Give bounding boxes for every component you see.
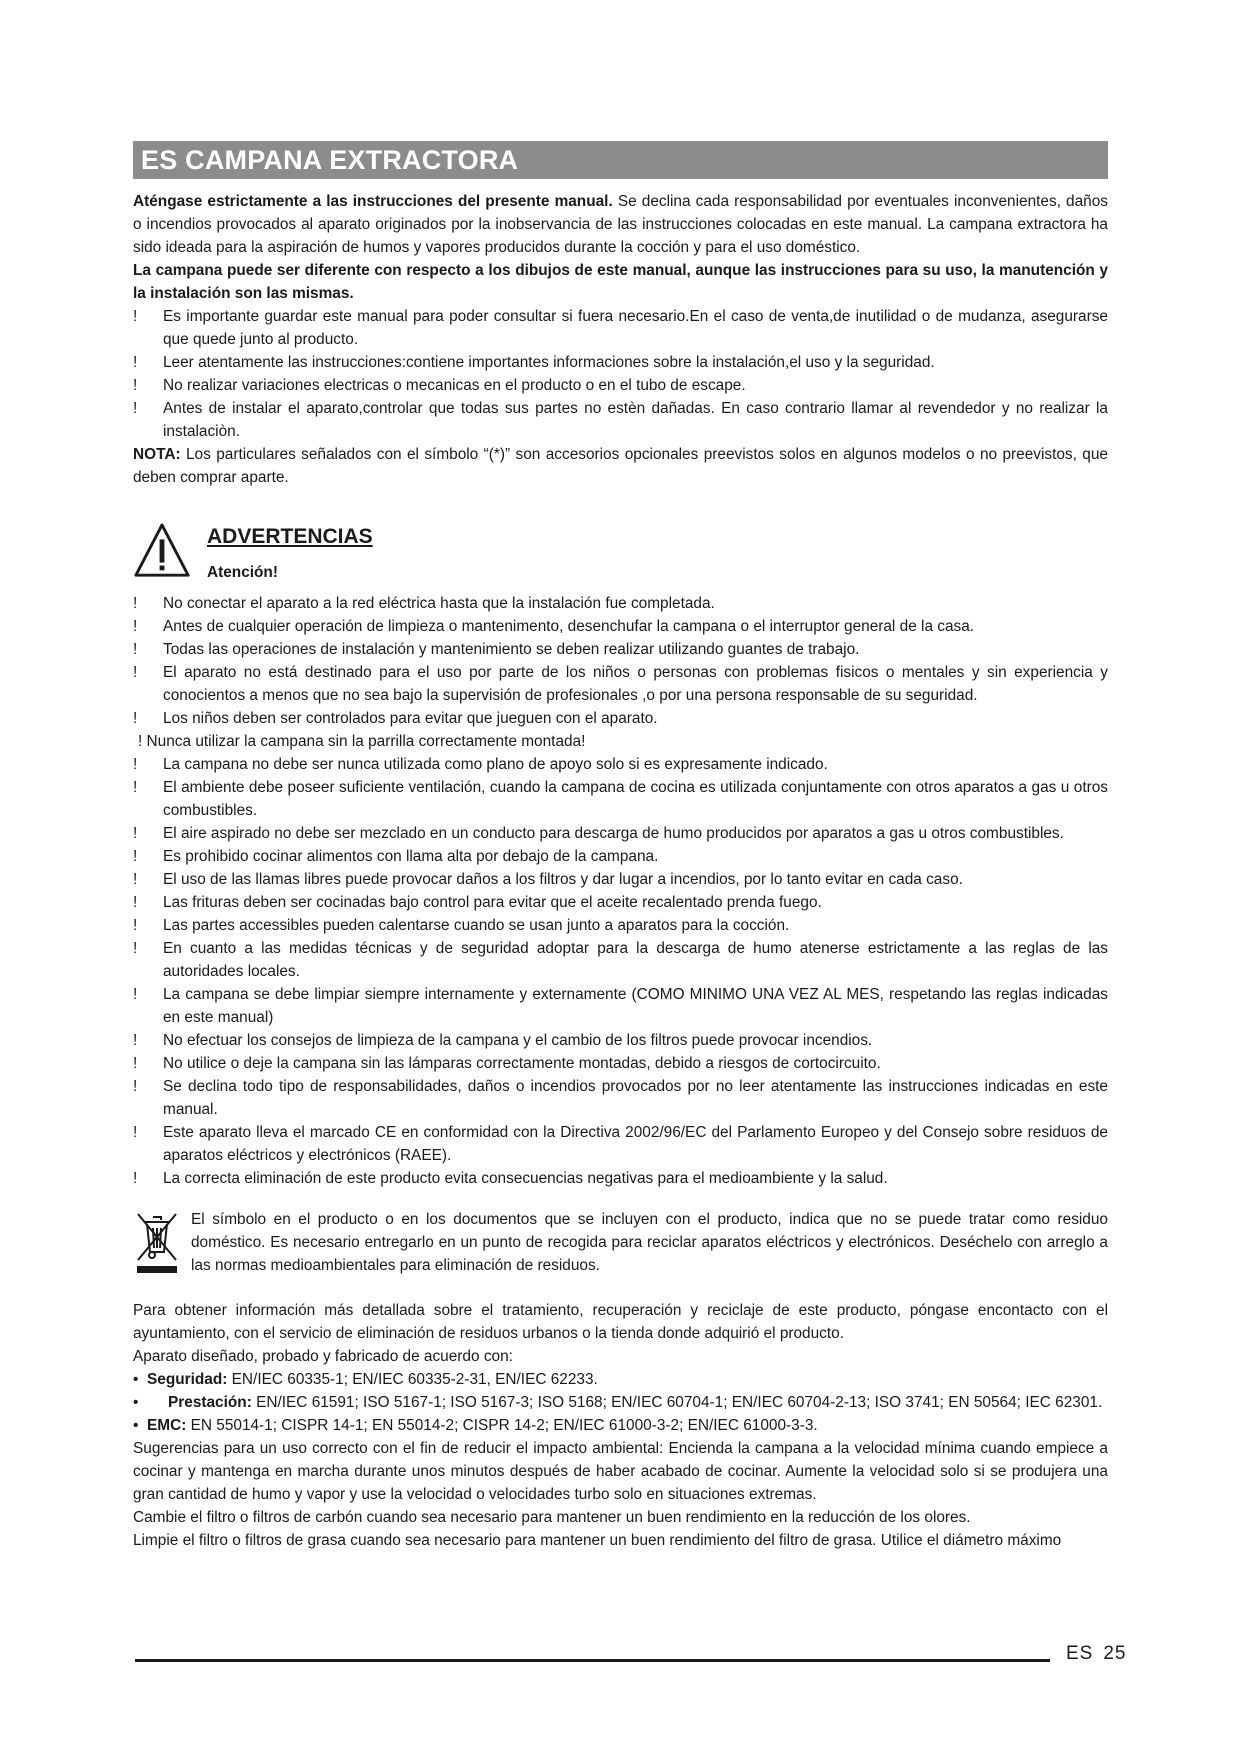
standard-item <box>133 1414 1108 1437</box>
bullet-item <box>133 868 1108 891</box>
standard-label: Prestación: <box>168 1394 252 1411</box>
bullet-marker: ! <box>133 595 138 612</box>
bullet-marker: ! <box>133 917 138 934</box>
bullet-item <box>133 845 1108 868</box>
bullet-text: No conectar el aparato a la red eléctrica hasta que la instalación fue completada. <box>163 595 715 612</box>
bullet-text: La correcta eliminación de este producto evita consecuencias negativas para el medioambiente y la salud. <box>163 1170 888 1187</box>
bullet-marker: ! <box>133 618 138 635</box>
bullet-text: El ambiente debe poseer suficiente ventilación, cuando la campana de cocina es utilizada conjuntamente con otros aparatos a gas u otros combustibles. <box>163 779 1108 819</box>
bullet-text: Leer atentamente las instrucciones:contiene importantes informaciones sobre la instalación,el uso y la seguridad. <box>163 354 935 371</box>
bullet-text: Es prohibido cocinar alimentos con llama alta por debajo de la campana. <box>163 848 659 865</box>
bullet-item <box>133 351 1108 374</box>
bullet-text: El uso de las llamas libres puede provocar daños a los filtros y dar lugar a incendios, por lo tanto evitar en cada caso. <box>163 871 963 888</box>
bullet-marker: ! <box>133 354 138 371</box>
standard-label: EMC: <box>147 1417 187 1434</box>
bullet-item <box>133 638 1108 661</box>
intro-bullet-list <box>133 305 1108 443</box>
bullet-marker: ! <box>133 400 138 417</box>
intro-bold-note: La campana puede ser diferente con respecto a los dibujos de este manual, aunque las instrucciones para su uso, la manutención y la instalación son las mismas. <box>133 262 1108 302</box>
bullet-text: No utilice o deje la campana sin las lámparas correctamente montadas, debido a riesgos de cortocircuito. <box>163 1055 881 1072</box>
standard-item <box>133 1368 1108 1391</box>
bullet-item <box>133 1121 1108 1167</box>
warnings-subtitle: Atención! <box>207 564 278 581</box>
bullet-dot: • <box>133 1417 139 1434</box>
intro-text: Se declina cada responsabilidad por eventuales inconvenientes, daños o incendios provocados al aparato originados por la inobservancia de las instrucciones colocadas en este manual. La campana extractora ha sido ideada para la aspiración de humos y vapores producidos durante la cocción y para el uso doméstico. <box>133 193 1108 256</box>
warnings-list-b <box>133 753 1108 1190</box>
bullet-marker: ! <box>133 756 138 773</box>
bullet-text: Los niños deben ser controlados para evitar que jueguen con el aparato. <box>163 710 658 727</box>
bullet-marker: ! <box>133 1032 138 1049</box>
disposal-info: Para obtener información más detallada sobre el tratamiento, recuperación y reciclaje de este producto, póngase encontacto con el ayuntamiento, con el servicio de eliminación de residuos urbanos o la tienda donde adquirió el producto. <box>133 1302 1108 1342</box>
standard-label: Seguridad: <box>147 1371 228 1388</box>
bullet-marker: ! <box>133 940 138 957</box>
bullet-marker: ! <box>133 986 138 1003</box>
warning-triangle-icon <box>133 522 191 580</box>
bullet-marker: ! <box>133 308 138 325</box>
bullet-item <box>133 397 1108 443</box>
bullet-marker: ! <box>133 1170 138 1187</box>
bullet-item <box>133 1052 1108 1075</box>
bullet-text: El aire aspirado no debe ser mezclado en un conducto para descarga de humo producidos por aparatos a gas u otros combustibles. <box>163 825 1064 842</box>
bullet-item <box>133 1075 1108 1121</box>
standards-list <box>133 1368 1108 1437</box>
bullet-item <box>133 1167 1108 1190</box>
bullet-text: Antes de cualquier operación de limpieza o mantenimento, desenchufar la campana o el interruptor general de la casa. <box>163 618 975 635</box>
bullet-item <box>133 776 1108 822</box>
standard-value: EN/IEC 60335-1; EN/IEC 60335-2-31, EN/IEC 62233. <box>227 1371 598 1388</box>
bullet-text: La campana no debe ser nunca utilizada como plano de apoyo solo si es expresamente indicado. <box>163 756 828 773</box>
carbon-filter-paragraph: Cambie el filtro o filtros de carbón cuando sea necesario para mantener un buen rendimiento en la reducción de los olores. <box>133 1509 971 1526</box>
footer-rule <box>135 1659 1050 1662</box>
bullet-text: Es importante guardar este manual para poder consultar si fuera necesario.En el caso de venta,de inutilidad o de mudanza, asegurarse que quede junto al producto. <box>163 308 1108 348</box>
suggestions-paragraph: Sugerencias para un uso correcto con el fin de reducir el impacto ambiental: Encienda la campana a la velocidad mínima cuando empiece a cocinar y mantenga en marcha durante unos minutos después de haber acabado de cocinar. Aumente la velocidad solo si se produjera una gran cantidad de humo y vapor y use la velocidad o velocidades turbo solo en situaciones extremas. <box>133 1440 1108 1503</box>
bullet-marker: ! <box>133 779 138 796</box>
bullet-item <box>133 914 1108 937</box>
weee-notice <box>133 1208 1108 1277</box>
bullet-item <box>133 937 1108 983</box>
intro-paragraph <box>133 190 1108 259</box>
footer-lang: ES <box>1066 1643 1094 1664</box>
bullet-text: Todas las operaciones de instalación y mantenimiento se deben realizar utilizando guantes de trabajo. <box>163 641 860 658</box>
bullet-marker: ! <box>133 871 138 888</box>
bullet-text: No efectuar los consejos de limpieza de la campana y el cambio de los filtros puede provocar incendios. <box>163 1032 873 1049</box>
warnings-header <box>133 522 1108 592</box>
bullet-item <box>133 983 1108 1029</box>
nota-paragraph <box>133 443 1108 489</box>
bullet-text: La campana se debe limpiar siempre internamente y externamente (COMO MINIMO UNA VEZ AL MES, respetando las reglas indicadas en este manual) <box>163 986 1108 1026</box>
bullet-text: Se declina todo tipo de responsabilidades, daños o incendios provocados por no leer atentamente las instrucciones indicadas en este manual. <box>163 1078 1108 1118</box>
bullet-dot: • <box>133 1371 139 1388</box>
bullet-marker: ! <box>133 710 138 727</box>
bullet-item <box>133 891 1108 914</box>
bullet-marker: ! <box>133 894 138 911</box>
grease-filter-paragraph: Limpie el filtro o filtros de grasa cuando sea necesario para mantener un buen rendimiento del filtro de grasa. Utilice el diámetro máximo <box>133 1532 1062 1549</box>
bullet-item <box>133 615 1108 638</box>
bullet-marker: ! <box>133 1124 138 1141</box>
standard-item <box>133 1391 1108 1414</box>
bullet-marker: ! <box>133 377 138 394</box>
crossed-out-wheelie-bin-icon <box>133 1208 181 1274</box>
bullet-marker: ! <box>133 664 138 681</box>
bullet-item <box>133 374 1108 397</box>
bullet-marker: ! <box>133 825 138 842</box>
standard-text <box>147 1414 1108 1437</box>
designed-statement: Aparato diseñado, probado y fabricado de acuerdo con: <box>133 1348 513 1365</box>
warnings-list-a <box>133 592 1108 730</box>
warnings-title: ADVERTENCIAS <box>207 525 373 548</box>
standard-text <box>147 1368 1108 1391</box>
bullet-item <box>133 753 1108 776</box>
weee-text: El símbolo en el producto o en los documentos que se incluyen con el producto, indica que no se puede tratar como residuo doméstico. Es necesario entregarlo en un punto de recogida para reciclar aparatos eléctricos y electrónicos. Deséchelo con arreglo a las normas medioambientales para eliminación de residuos. <box>191 1211 1108 1274</box>
bullet-text: En cuanto a las medidas técnicas y de seguridad adoptar para la descarga de humo atenerse estrictamente a las reglas de las autoridades locales. <box>163 940 1108 980</box>
bullet-dot: • <box>133 1394 139 1411</box>
bullet-item <box>133 1029 1108 1052</box>
standard-value: EN 55014-1; CISPR 14-1; EN 55014-2; CISPR 14-2; EN/IEC 61000-3-2; EN/IEC 61000-3-3. <box>186 1417 818 1434</box>
footer-page-number: 25 <box>1103 1643 1127 1664</box>
bullet-text: Las frituras deben ser cocinadas bajo control para evitar que el aceite recalentado prenda fuego. <box>163 894 822 911</box>
nota-text: Los particulares señalados con el símbolo “(*)” son accesorios opcionales preevistos solos en algunos modelos o no preevistos, que deben comprar aparte. <box>133 446 1108 486</box>
bullet-text: Las partes accessibles pueden calentarse cuando se usan junto a aparatos para la cocción. <box>163 917 790 934</box>
bullet-text: El aparato no está destinado para el uso por parte de los niños o personas con problemas fisicos o mentales y sin experiencia y conocientos a menos que no sea bajo la supervisión de profesionales ,o por una persona responsable de su seguridad. <box>163 664 1108 704</box>
bullet-text: Este aparato lleva el marcado CE en conformidad con la Directiva 2002/96/EC del Parlamento Europeo y del Consejo sobre residuos de aparatos eléctricos y electrónicos (RAEE). <box>163 1124 1108 1164</box>
bullet-marker: ! <box>133 1055 138 1072</box>
bullet-marker: ! <box>133 641 138 658</box>
footer-page-label <box>1066 1643 1127 1665</box>
page-title: ES CAMPANA EXTRACTORA <box>133 141 1108 179</box>
nota-label: NOTA: <box>133 446 181 463</box>
standard-value: EN/IEC 61591; ISO 5167-1; ISO 5167-3; ISO 5168; EN/IEC 60704-1; EN/IEC 60704-2-13; ISO 3741; EN 50564; IEC 62301. <box>251 1394 1103 1411</box>
bullet-item <box>133 661 1108 707</box>
standard-text <box>168 1391 1108 1414</box>
bullet-item <box>133 305 1108 351</box>
bullet-marker: ! <box>133 848 138 865</box>
bullet-item <box>133 592 1108 615</box>
bullet-item <box>133 707 1108 730</box>
bullet-item <box>133 822 1108 845</box>
manual-page <box>133 141 1108 1552</box>
intro-bold-lead: Aténgase estrictamente a las instrucciones del presente manual. <box>133 193 613 210</box>
bullet-text: Antes de instalar el aparato,controlar que todas sus partes no estèn dañadas. En caso contrario llamar al revendedor y no realizar la instalaciòn. <box>163 400 1108 440</box>
bullet-marker: ! <box>133 1078 138 1095</box>
bullet-text: No realizar variaciones electricas o mecanicas en el producto o en el tubo de escape. <box>163 377 746 394</box>
grill-warning: ! Nunca utilizar la campana sin la parrilla correctamente montada! <box>138 733 586 750</box>
